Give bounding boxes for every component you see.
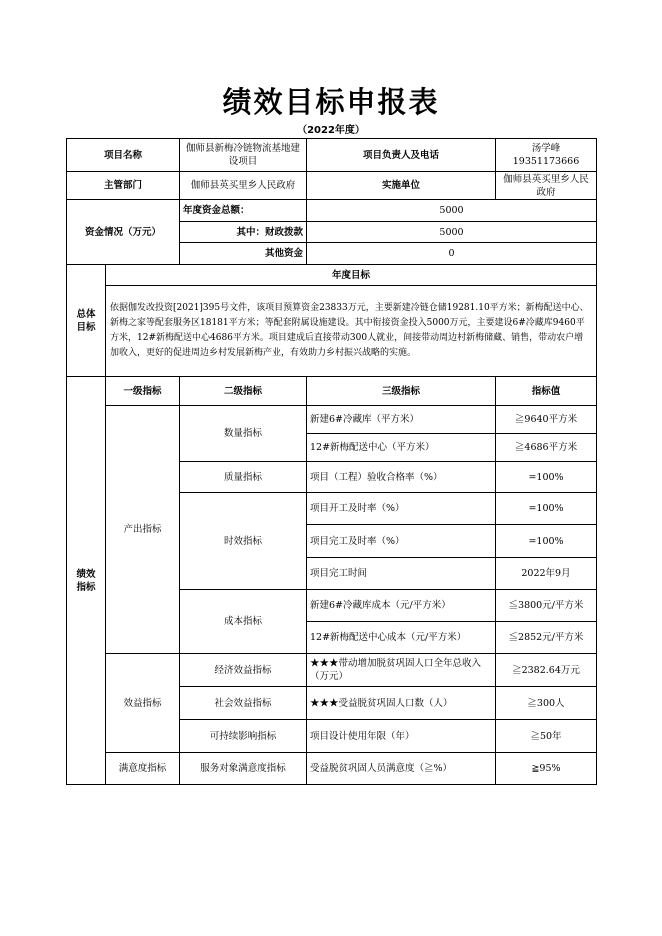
- funds-total-label: 年度资金总额：: [179, 199, 307, 222]
- funds-other-value: 0: [306, 242, 597, 265]
- project-name-value: 伽师县新梅冷链物流基地建设项目: [179, 138, 307, 172]
- level1-output: 产出指标: [105, 405, 180, 654]
- level2-service-satisfaction: 服务对象满意度指标: [179, 752, 307, 785]
- indicator-value: ≧95%: [495, 752, 597, 785]
- level2-sustainable: 可持续影响指标: [179, 719, 307, 753]
- indicator-item: ★★★受益脱贫巩固人口数（人）: [306, 686, 496, 720]
- indicator-value: ≦3800元/平方米: [495, 589, 597, 622]
- funds-other-label: 其他资金: [179, 242, 307, 265]
- indicator-item: 新建6#冷藏库（平方米）: [306, 405, 496, 434]
- indicator-item: 项目完工及时率（%）: [306, 524, 496, 558]
- level1-satisfaction: 满意度指标: [105, 752, 180, 785]
- annual-goal-header: 年度目标: [105, 264, 597, 286]
- indicator-item: 新建6#冷藏库成本（元/平方米）: [306, 589, 496, 622]
- level2-economic: 经济效益指标: [179, 653, 307, 687]
- impl-value: 伽师县英买里乡人民政府: [495, 171, 597, 200]
- funds-fiscal-label: 其中：财政拨款: [179, 221, 307, 243]
- indicator-value: =100%: [495, 461, 597, 493]
- funds-total-value: 5000: [306, 199, 597, 222]
- indicator-value: =100%: [495, 524, 597, 558]
- funds-fiscal-value: 5000: [306, 221, 597, 243]
- project-leader-value: 汤学峰19351173666: [495, 138, 597, 172]
- header-level3: 三级指标: [306, 376, 496, 406]
- indicator-item: 项目设计使用年限（年）: [306, 719, 496, 753]
- indicator-item: 项目完工时间: [306, 557, 496, 590]
- indicator-value: ≧4686平方米: [495, 433, 597, 462]
- indicator-value: ≧300人: [495, 686, 597, 720]
- indicator-item: 12#新梅配送中心（平方米）: [306, 433, 496, 462]
- indicator-item: ★★★带动增加脱贫巩固人口全年总收入（万元）: [306, 653, 496, 687]
- page-title: 绩效目标申报表: [222, 85, 440, 119]
- indicator-value: =100%: [495, 492, 597, 525]
- indicator-item: 12#新梅配送中心成本（元/平方米）: [306, 621, 496, 654]
- overall-goal-label: 总体目标: [66, 264, 106, 377]
- indicator-item: 项目开工及时率（%）: [306, 492, 496, 525]
- funds-label: 资金情况（万元）: [66, 199, 180, 265]
- header-level2: 二级指标: [179, 376, 307, 406]
- header-level1: 一级指标: [105, 376, 180, 406]
- project-name-label: 项目名称: [66, 138, 180, 172]
- indicator-value: ≧9640平方米: [495, 405, 597, 434]
- level2-quantity: 数量指标: [179, 405, 307, 462]
- level2-quality: 质量指标: [179, 461, 307, 493]
- level2-social: 社会效益指标: [179, 686, 307, 720]
- perf-indicators-label: 绩效指标: [66, 376, 106, 785]
- indicator-value: ≦2852元/平方米: [495, 621, 597, 654]
- indicator-value: ≧50年: [495, 719, 597, 753]
- impl-label: 实施单位: [306, 171, 496, 200]
- dept-value: 伽师县英买里乡人民政府: [179, 171, 307, 200]
- level1-benefit: 效益指标: [105, 653, 180, 753]
- header-value: 指标值: [495, 376, 597, 406]
- project-leader-label: 项目负责人及电话: [306, 138, 496, 172]
- indicator-item: 受益脱贫巩固人员满意度（≧%）: [306, 752, 496, 785]
- level2-cost: 成本指标: [179, 589, 307, 654]
- indicator-value: 2022年9月: [495, 557, 597, 590]
- level2-timeliness: 时效指标: [179, 492, 307, 590]
- indicator-value: ≧2382.64万元: [495, 653, 597, 687]
- annual-goal-text: 依据伽发改投资[2021]395号文件，该项目预算资金23833万元，主要新建冷链仓储19281.10平方米；新梅配送中心、新梅之家等配套服务区18181平方米；等配套附属设施建设。其中衔接资金投入5000万元，主要建设6#冷藏库9460平方米，12#新梅配送中心4686平方米。项目建成后直接带动300人就业，间接带动周边村新梅储藏、销售，带动农户增加收入，更好的促进周边乡村发展新梅产业，有效助力乡村振兴战略的实施。: [105, 285, 597, 377]
- indicator-item: 项目（工程）验收合格率（%）: [306, 461, 496, 493]
- year-label: （2022年度）: [297, 125, 365, 136]
- dept-label: 主管部门: [66, 171, 180, 200]
